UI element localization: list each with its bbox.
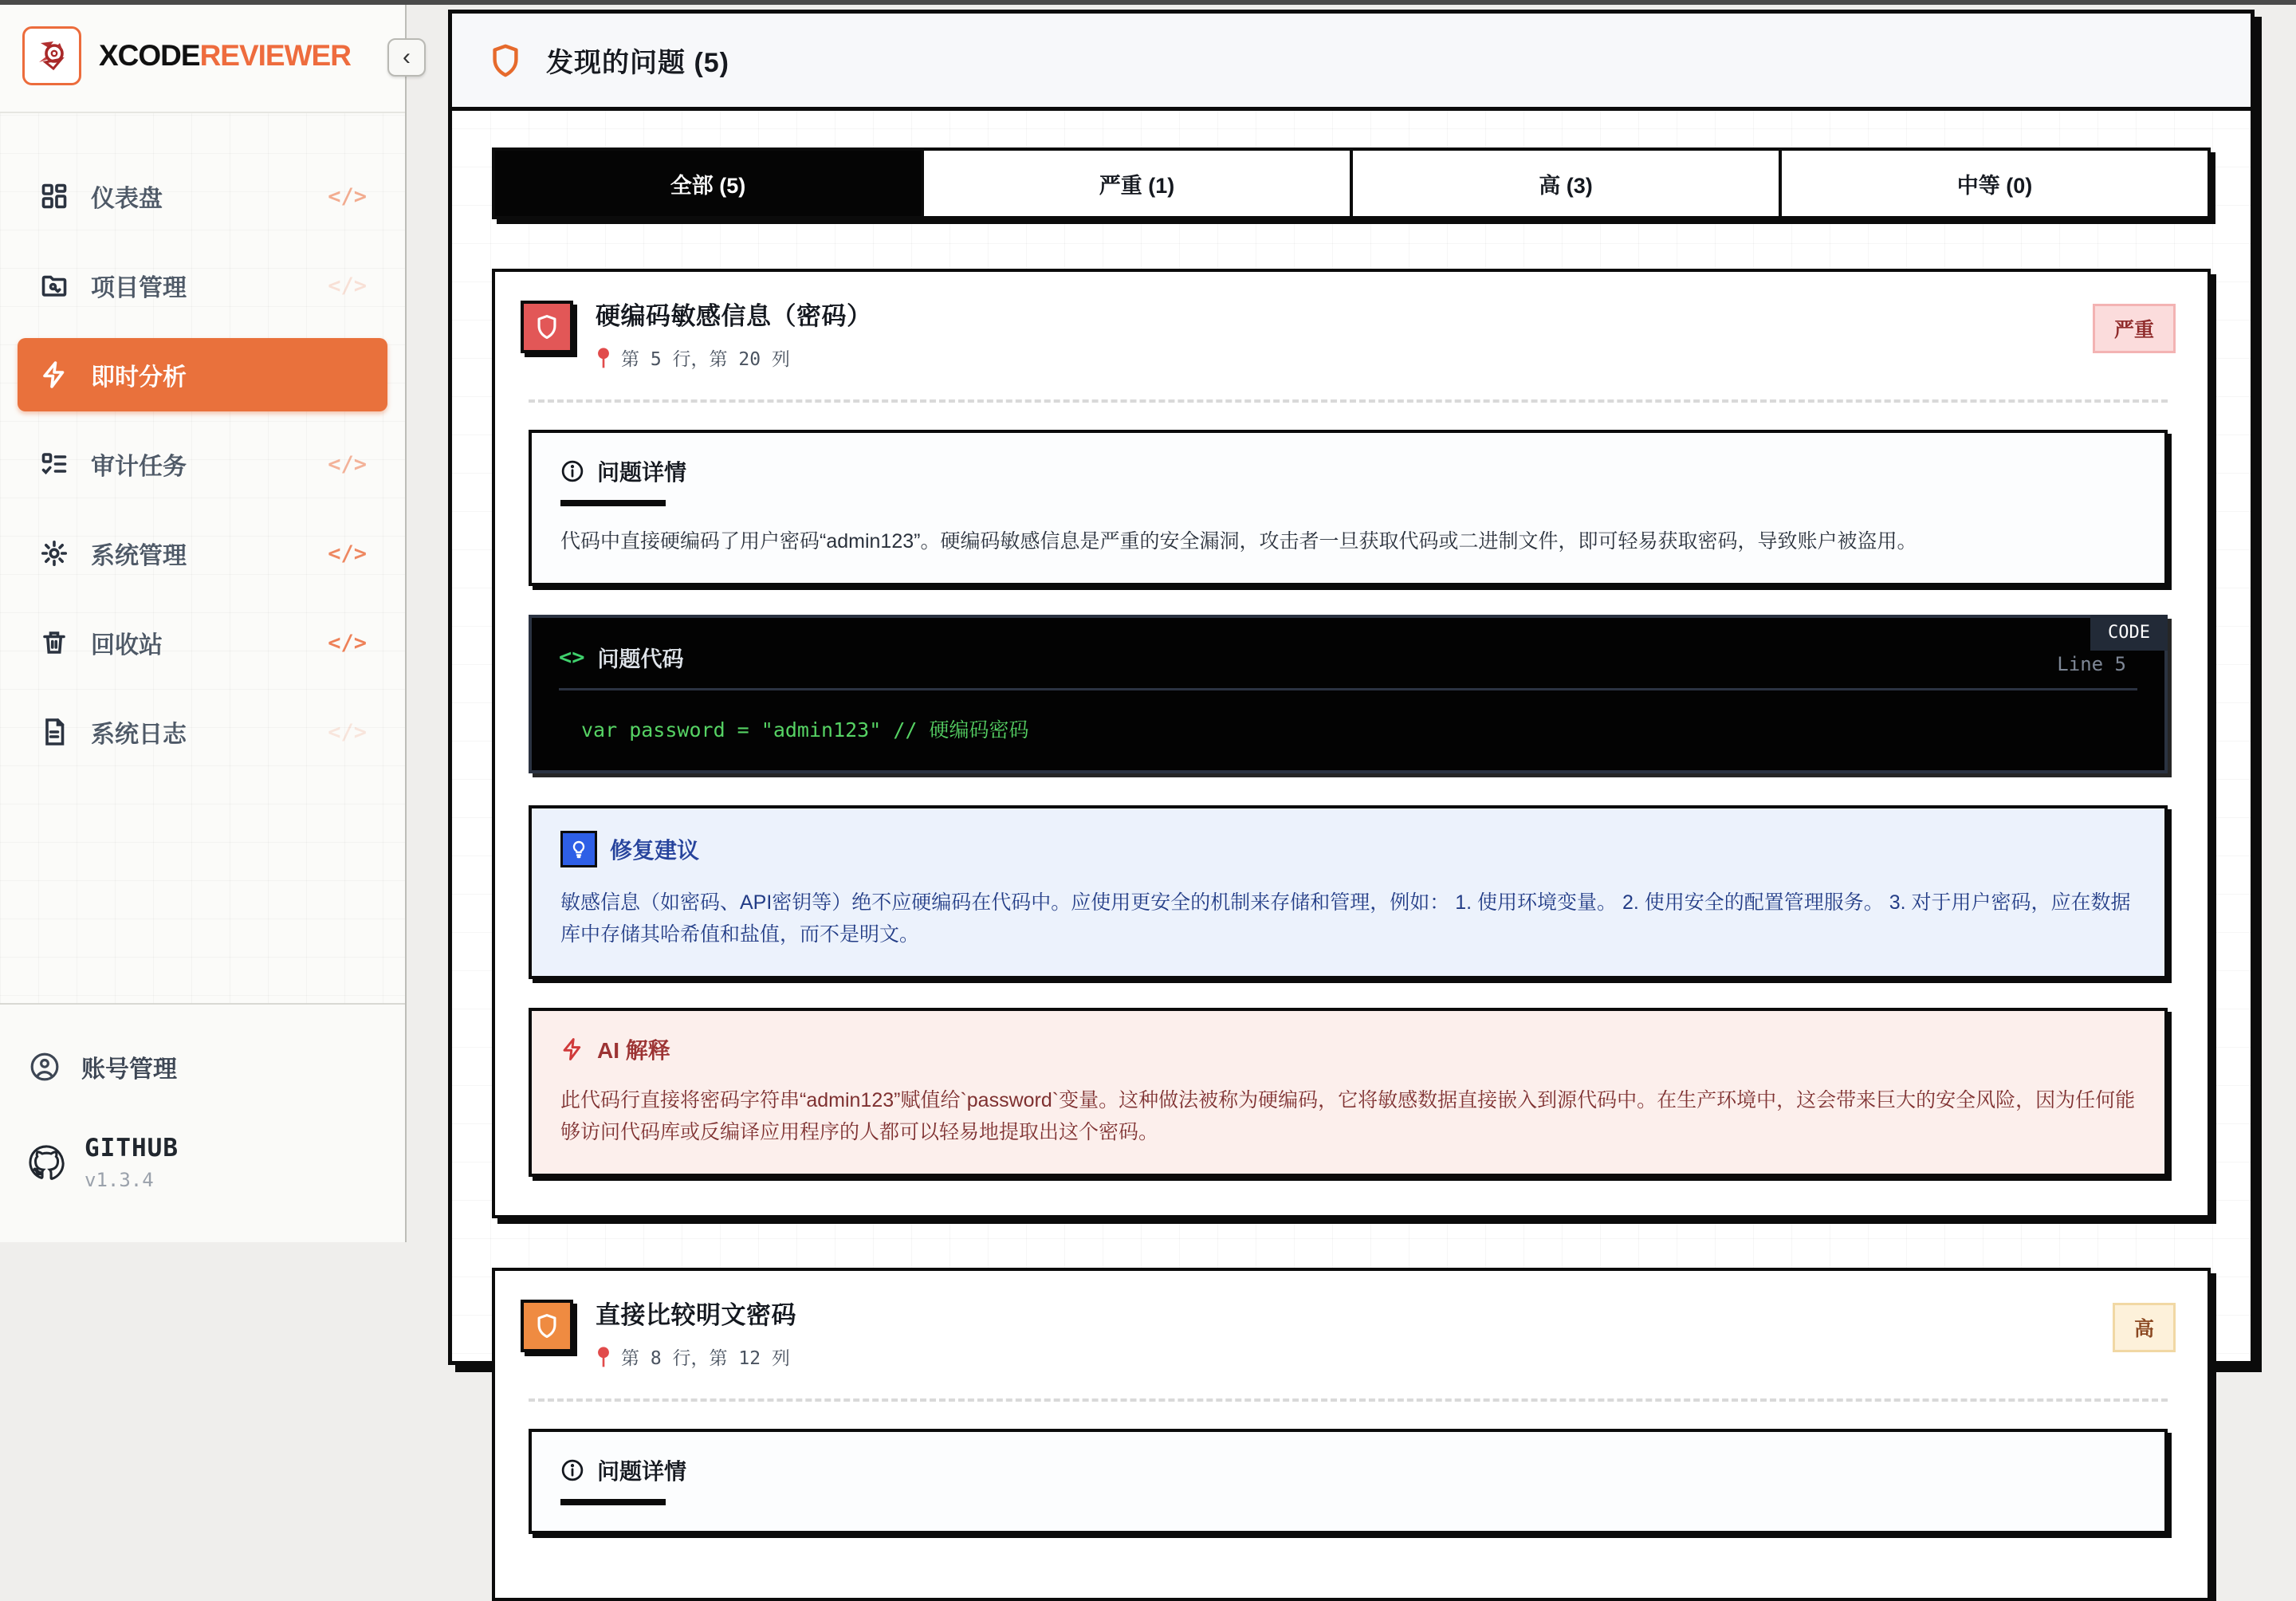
sidebar-item-label: 系统管理	[91, 543, 187, 569]
trash-icon	[38, 627, 70, 659]
issue-title: 直接比较明文密码	[596, 1301, 796, 1329]
chevron-left-icon: ‹	[403, 44, 411, 70]
sidebar	[0, 0, 407, 1242]
issue-card-header	[521, 1295, 2176, 1370]
issue-shield-icon	[521, 1300, 573, 1352]
lightning-icon	[38, 359, 70, 391]
fix-text: 敏感信息（如密码、API密钥等）绝不应硬编码在代码中。应使用更安全的机制来存储和管理，例如： 1. 使用环境变量。 2. 使用安全的配置管理服务。 3. 对于用户密码，应在数据库中存储其哈希值和盐值，而不是明文。	[560, 891, 2131, 946]
gear-icon	[38, 537, 70, 569]
severity-badge: 严重	[2093, 304, 2176, 353]
info-circle-icon	[560, 459, 584, 483]
issue-detail-box	[529, 430, 2168, 586]
ai-title-row: AI 解释	[560, 1033, 2136, 1065]
code-block	[529, 615, 2168, 773]
sidebar-item-label: 审计任务	[91, 454, 187, 480]
account-label: 账号管理	[81, 1056, 177, 1083]
code-decor-icon: </>	[328, 451, 367, 477]
issue-location: 第 5 行，第 20 列	[596, 344, 872, 371]
detail-title-row: 问题详情	[560, 1454, 2136, 1486]
issues-header	[452, 14, 2251, 111]
checklist-icon	[38, 448, 70, 480]
ai-explanation-box	[529, 1008, 2168, 1177]
tab-all[interactable]: 全部 (5)	[495, 151, 924, 216]
code-tag-badge: CODE	[2090, 615, 2168, 651]
sidebar-item-label: 系统日志	[91, 722, 187, 748]
severity-filter-tabs	[492, 148, 2211, 219]
info-circle-icon	[560, 1458, 584, 1482]
document-icon	[38, 716, 70, 748]
sidebar-footer	[0, 1003, 405, 1242]
issue-card-header	[521, 296, 2176, 371]
dashed-divider	[529, 1398, 2168, 1402]
lightbulb-icon	[560, 831, 597, 867]
ai-text: 此代码行直接将密码字符串“admin123”赋值给`password`变量。这种做法被称为硬编码，它将敏感数据直接嵌入到源代码中。在生产环境中，这会带来巨大的安全风险，因为任何能够访问代码库或反编译应用程序的人都可以轻易地提取出这个密码。	[560, 1089, 2136, 1143]
dashboard-icon	[38, 180, 70, 212]
detail-text: 代码中直接硬编码了用户密码“admin123”。硬编码敏感信息是严重的安全漏洞，攻击者一旦获取代码或二进制文件，即可轻易获取密码，导致账户被盗用。	[560, 530, 1917, 553]
logo-row	[0, 0, 405, 113]
issue-card-2	[492, 1268, 2211, 1601]
code-decor-icon: </>	[328, 273, 367, 298]
account-management[interactable]	[29, 1049, 376, 1084]
github-label: GITHUB	[85, 1134, 179, 1162]
issue-title: 硬编码敏感信息（密码）	[596, 302, 872, 330]
issue-meta	[596, 296, 872, 371]
severity-badge: 高	[2113, 1303, 2176, 1352]
title-underline	[560, 500, 666, 506]
issues-content	[452, 111, 2251, 1601]
tab-high[interactable]: 高 (3)	[1353, 151, 1782, 216]
issue-location: 第 8 行，第 12 列	[596, 1343, 796, 1370]
shield-icon	[487, 42, 524, 79]
fix-title-row: 修复建议	[560, 831, 2136, 867]
issue-meta	[596, 1295, 796, 1370]
app-version: v1.3.4	[85, 1169, 154, 1191]
issue-card-1	[492, 269, 2211, 1218]
app-logo	[22, 26, 81, 85]
tab-medium[interactable]: 中等 (0)	[1782, 151, 2208, 216]
sidebar-item-label: 项目管理	[91, 275, 187, 301]
code-line-number: Line 5	[2057, 653, 2126, 675]
sidebar-item-audit-tasks[interactable]	[18, 427, 387, 501]
sidebar-item-projects[interactable]	[18, 249, 387, 322]
sidebar-item-instant-analysis[interactable]	[18, 338, 387, 411]
sidebar-item-system-admin[interactable]	[18, 517, 387, 590]
github-icon	[29, 1145, 64, 1180]
sidebar-item-system-logs[interactable]	[18, 695, 387, 769]
phoenix-logo-icon	[33, 37, 71, 75]
app-wordmark: XCODEREVIEWER	[99, 39, 351, 72]
sidebar-item-recycle-bin[interactable]	[18, 606, 387, 679]
sidebar-item-label: 即时分析	[91, 364, 187, 391]
issue-detail-box	[529, 1429, 2168, 1534]
code-decor-icon: </>	[328, 183, 367, 209]
code-block-header: <> 问题代码 Line 5	[559, 644, 2126, 675]
title-underline	[560, 1499, 666, 1505]
sidebar-item-dashboard[interactable]	[18, 159, 387, 233]
main-panel	[448, 10, 2255, 1484]
page-title: 发现的问题 (5)	[546, 48, 729, 78]
bolt-icon	[560, 1037, 584, 1061]
code-decor-icon: </>	[328, 630, 367, 655]
fix-suggestion-box	[529, 805, 2168, 979]
detail-title-row: 问题详情	[560, 455, 2136, 487]
issue-shield-icon	[521, 301, 573, 353]
sidebar-nav	[0, 113, 405, 769]
window-top-strip	[0, 0, 2296, 5]
sidebar-collapse-button[interactable]	[387, 38, 426, 77]
code-decor-icon: </>	[328, 719, 367, 745]
tab-critical[interactable]: 严重 (1)	[924, 151, 1353, 216]
code-snippet: var password = "admin123" // 硬编码密码	[581, 718, 1029, 741]
user-circle-icon	[29, 1051, 61, 1083]
pin-icon	[596, 347, 611, 369]
folder-icon	[38, 269, 70, 301]
code-angle-icon: <>	[559, 644, 585, 670]
github-link[interactable]	[29, 1134, 376, 1191]
sidebar-item-label: 回收站	[91, 632, 163, 659]
code-decor-icon: </>	[328, 541, 367, 566]
pin-icon	[596, 1346, 611, 1368]
dashed-divider	[529, 399, 2168, 403]
sidebar-item-label: 仪表盘	[91, 186, 163, 212]
